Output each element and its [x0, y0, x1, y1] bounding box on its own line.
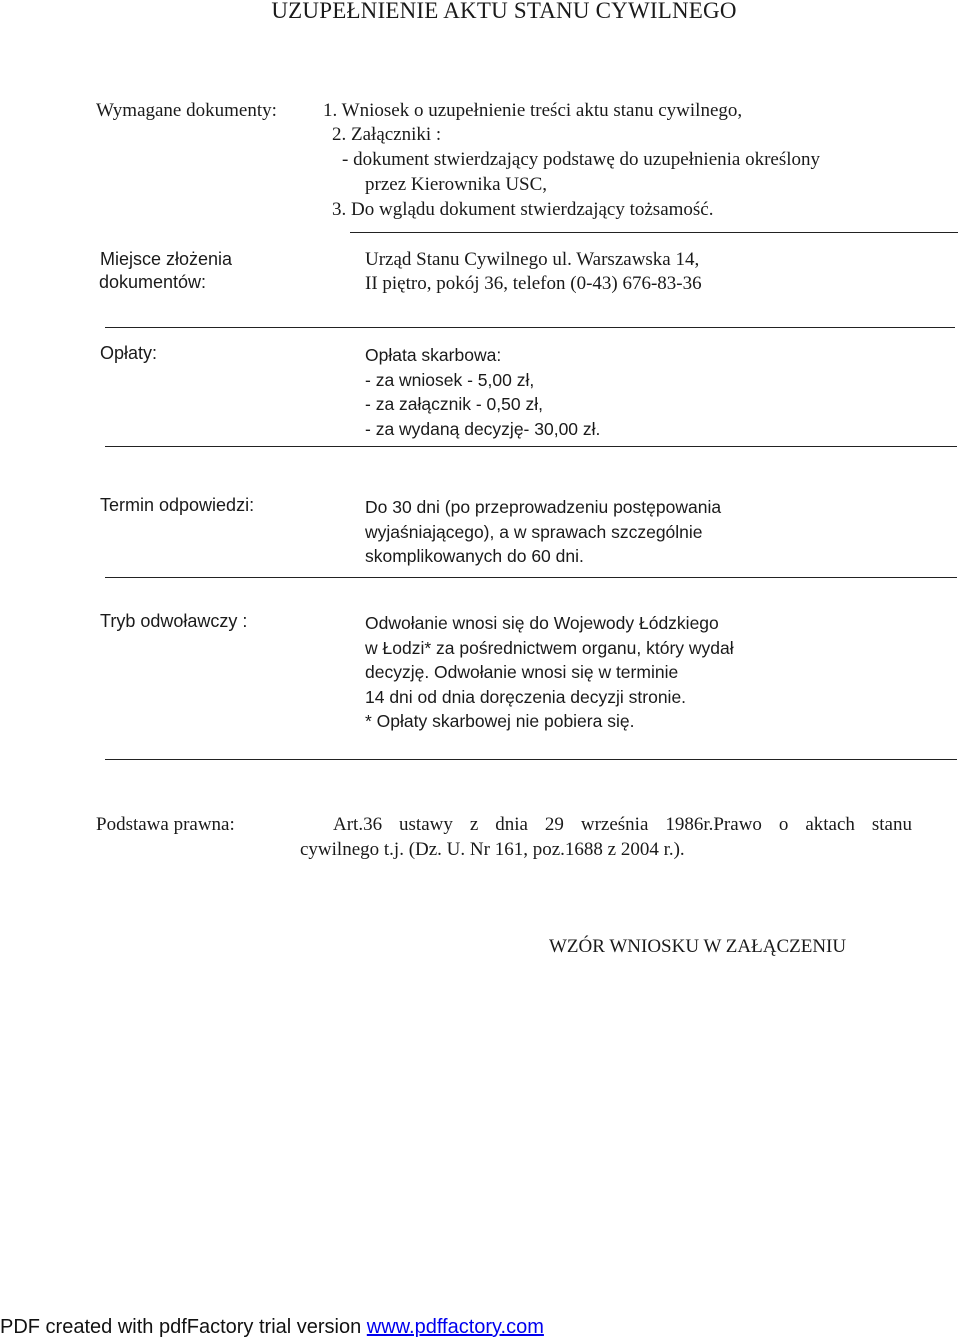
divider — [105, 327, 955, 328]
divider — [105, 446, 957, 447]
required-doc-item: 2. Załączniki : — [332, 124, 442, 145]
appeal-line: * Opłaty skarbowej nie pobiera się. — [365, 711, 635, 731]
appeal-line: 14 dni od dnia doręczenia decyzji stronie. — [365, 686, 687, 707]
divider — [105, 577, 957, 578]
fees-value — [365, 343, 600, 441]
divider — [350, 232, 958, 233]
required-doc-item: 3. Do wglądu dokument stwierdzający tożsamość. — [332, 199, 714, 220]
divider — [105, 759, 957, 760]
footer-text: PDF created with pdfFactory trial version — [0, 1316, 367, 1338]
fee-line: - za wniosek - 5,00 zł, — [365, 369, 535, 390]
deadline-label: Termin odpowiedzi: — [100, 495, 255, 515]
page-title: UZUPEŁNIENIE AKTU STANU CYWILNEGO — [271, 0, 737, 23]
place-value — [365, 249, 702, 295]
required-docs-label: Wymagane dokumenty: — [96, 100, 277, 121]
template-note: WZÓR WNIOSKU W ZAŁĄCZENIU — [549, 936, 847, 957]
deadline-line: skomplikowanych do 60 dni. — [365, 546, 584, 566]
required-doc-item: 1. Wniosek o uzupełnienie treści aktu stanu cywilnego, — [323, 100, 743, 121]
place-line: II piętro, pokój 36, telefon (0-43) 676-83-36 — [365, 273, 702, 294]
footer-link[interactable]: www.pdffactory.com — [366, 1316, 544, 1338]
deadline-line: Do 30 dni (po przeprowadzeniu postępowania — [365, 497, 722, 517]
appeal-line: w Łodzi* za pośrednictwem organu, który wydał — [365, 637, 734, 658]
appeal-value — [365, 611, 734, 734]
fee-line: Opłata skarbowa: — [365, 345, 502, 365]
fee-line: - za załącznik - 0,50 zł, — [365, 394, 543, 414]
place-line: Urząd Stanu Cywilnego ul. Warszawska 14, — [365, 249, 700, 270]
legal-label: Podstawa prawna: — [96, 814, 235, 835]
legal-line: cywilnego t.j. (Dz. U. Nr 161, poz.1688 z 2004 r.). — [300, 839, 685, 860]
place-label-line: Miejsce złożenia — [100, 249, 233, 269]
fees-label: Opłaty: — [100, 343, 158, 363]
appeal-label: Tryb odwoławczy : — [100, 611, 248, 631]
legal-line: Art.36 ustawy z dnia 29 września 1986r.Prawo o aktach stanu — [333, 814, 912, 835]
fee-line: - za wydaną decyzję- 30,00 zł. — [365, 418, 601, 439]
required-doc-item: przez Kierownika USC, — [365, 174, 548, 195]
place-label — [100, 249, 232, 293]
appeal-line: decyzję. Odwołanie wnosi się w terminie — [365, 662, 679, 682]
pdf-footer — [0, 1316, 544, 1339]
required-doc-item: - dokument stwierdzający podstawę do uzupełnienia określony — [342, 149, 821, 170]
deadline-value — [365, 495, 721, 569]
appeal-line: Odwołanie wnosi się do Wojewody Łódzkiego — [365, 613, 719, 633]
place-label-line: dokumentów: — [99, 272, 207, 292]
deadline-line: wyjaśniającego), a w sprawach szczególnie — [365, 521, 703, 542]
